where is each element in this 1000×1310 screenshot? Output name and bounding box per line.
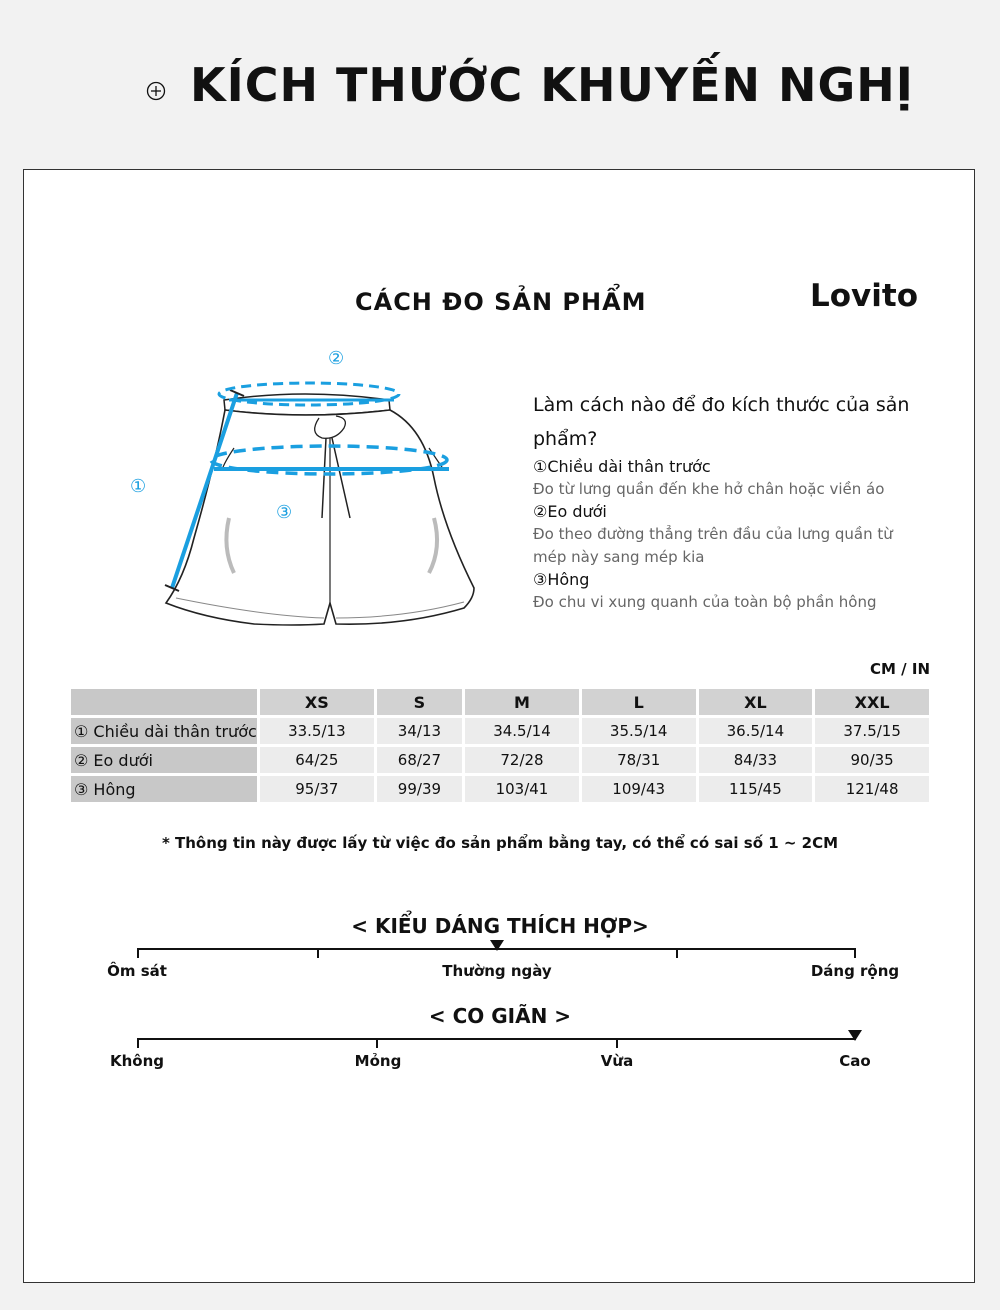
table-cell: 72/28	[465, 747, 579, 773]
table-cell: 64/25	[260, 747, 374, 773]
stretch-label: Cao	[839, 1052, 871, 1070]
table-header-cell: XXL	[815, 689, 929, 715]
guide-item-desc: Đo từ lưng quần đến khe hở chân hoặc viền áo	[533, 480, 885, 498]
stretch-pointer-icon	[848, 1030, 862, 1041]
scale-tick	[854, 948, 856, 958]
table-cell: 33.5/13	[260, 718, 374, 744]
table-cell: 109/43	[582, 776, 696, 802]
scale-tick	[676, 948, 678, 958]
scale-tick	[376, 1038, 378, 1048]
table-row	[71, 747, 929, 773]
how-to-title: Làm cách nào để đo kích thước của sản phẩm?	[533, 394, 910, 450]
table-header-cell: XL	[699, 689, 813, 715]
scale-tick	[137, 1038, 139, 1048]
table-header-cell: L	[582, 689, 696, 715]
unit-label: CM / IN	[870, 660, 930, 678]
diagram-marker-1: ①	[130, 476, 147, 497]
row-label: ② Eo dưới	[71, 747, 257, 773]
table-header-cell	[71, 689, 257, 715]
scale-tick	[317, 948, 319, 958]
stretch-scale-title: < CO GIÃN >	[428, 1004, 572, 1028]
guide-item-label: ②Eo dưới	[533, 502, 607, 521]
table-cell: 68/27	[377, 747, 462, 773]
table-cell: 35.5/14	[582, 718, 696, 744]
fit-scale	[107, 940, 900, 980]
table-row	[71, 776, 929, 802]
guide-item-label: ①Chiều dài thân trước	[533, 457, 711, 476]
page-header	[0, 0, 1000, 170]
table-cell: 95/37	[260, 776, 374, 802]
plus-circle-icon	[146, 81, 166, 101]
fit-label: Thường ngày	[442, 962, 552, 980]
table-cell: 90/35	[815, 747, 929, 773]
table-cell: 34.5/14	[465, 718, 579, 744]
table-cell: 78/31	[582, 747, 696, 773]
table-cell: 121/48	[815, 776, 929, 802]
fit-pointer-icon	[490, 940, 504, 951]
row-label: ① Chiều dài thân trước	[71, 718, 257, 744]
guide-item-desc: Đo chu vi xung quanh của toàn bộ phần hông	[533, 593, 877, 611]
shorts-diagram	[104, 348, 484, 648]
fit-label: Dáng rộng	[810, 962, 900, 980]
scale-tick	[137, 948, 139, 958]
row-label: ③ Hông	[71, 776, 257, 802]
stretch-label: Không	[109, 1052, 165, 1070]
stretch-scale	[109, 1030, 874, 1070]
stretch-scale-line	[137, 1038, 856, 1040]
diagram-marker-3: ③	[276, 502, 293, 523]
size-table	[68, 686, 932, 805]
stretch-label: Mỏng	[354, 1052, 402, 1070]
table-header-cell: M	[465, 689, 579, 715]
measure-guide	[533, 456, 933, 614]
table-header-cell: S	[377, 689, 462, 715]
guide-item-label: ③Hông	[533, 570, 590, 589]
table-row	[71, 718, 929, 744]
fit-label: Ôm sát	[107, 962, 167, 980]
table-cell: 84/33	[699, 747, 813, 773]
table-cell: 103/41	[465, 776, 579, 802]
stretch-label: Vừa	[600, 1052, 634, 1070]
table-cell: 115/45	[699, 776, 813, 802]
brand-logo: Lovito	[810, 278, 919, 314]
page-title: KÍCH THƯỚC KHUYẾN NGHỊ	[190, 58, 914, 112]
fit-scale-title: < KIỂU DÁNG THÍCH HỢP>	[351, 914, 649, 938]
table-cell: 99/39	[377, 776, 462, 802]
scale-tick	[616, 1038, 618, 1048]
table-header-cell: XS	[260, 689, 374, 715]
size-guide-card	[23, 169, 975, 1283]
table-cell: 36.5/14	[699, 718, 813, 744]
table-cell: 34/13	[377, 718, 462, 744]
section-title: CÁCH ĐO SẢN PHẨM	[355, 288, 647, 316]
measurement-note: * Thông tin này được lấy từ việc đo sản phẩm bằng tay, có thể có sai số 1 ~ 2CM	[161, 834, 839, 852]
diagram-marker-2: ②	[328, 348, 345, 369]
table-header-row	[71, 689, 929, 715]
table-cell: 37.5/15	[815, 718, 929, 744]
guide-item-desc: Đo theo đường thẳng trên đầu của lưng quần từ mép này sang mép kia	[533, 525, 893, 566]
